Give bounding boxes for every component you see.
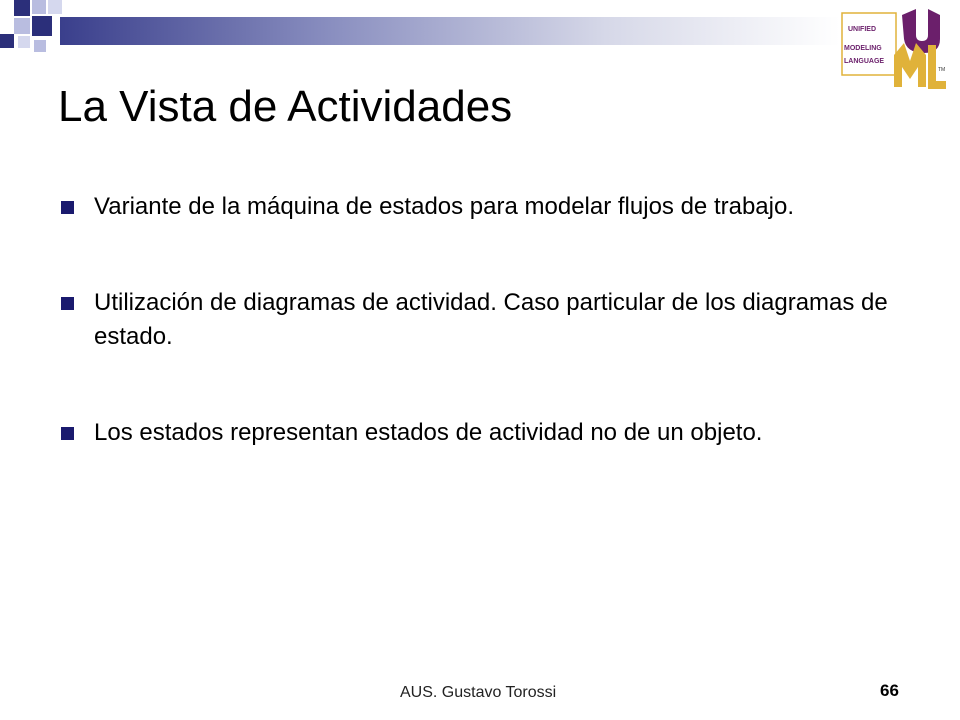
decor-square (14, 0, 30, 16)
bullet-item (58, 416, 908, 450)
bullet-text: Los estados representan estados de actividad no de un objeto. (94, 419, 763, 446)
decor-square (18, 36, 30, 48)
decor-square (32, 16, 52, 36)
uml-logo (840, 5, 950, 95)
square-bullet-icon (61, 427, 74, 440)
logo-text-line2: MODELING (844, 45, 882, 52)
bullet-item (58, 286, 908, 354)
logo-trademark: TM (938, 67, 946, 73)
logo-text-line3: LANGUAGE (844, 58, 885, 65)
square-bullet-icon (61, 297, 74, 310)
bullet-text: Utilización de diagramas de actividad. Caso particular de los diagramas de estado. (94, 289, 888, 350)
page-number: 66 (880, 681, 899, 700)
decor-square (0, 34, 14, 48)
header-gradient-bar (60, 17, 840, 45)
decor-square (48, 0, 62, 14)
decor-square (34, 40, 46, 52)
square-bullet-icon (61, 201, 74, 214)
bullet-list (58, 190, 908, 512)
bullet-item (58, 190, 908, 224)
bullet-text: Variante de la máquina de estados para modelar flujos de trabajo. (94, 193, 794, 220)
decor-square (32, 0, 46, 14)
logo-text-line1: UNIFIED (848, 26, 876, 33)
header-decoration (0, 0, 960, 60)
slide-title: La Vista de Actividades (58, 82, 513, 131)
footer-author: AUS. Gustavo Torossi (400, 684, 557, 701)
decor-square (14, 18, 30, 34)
